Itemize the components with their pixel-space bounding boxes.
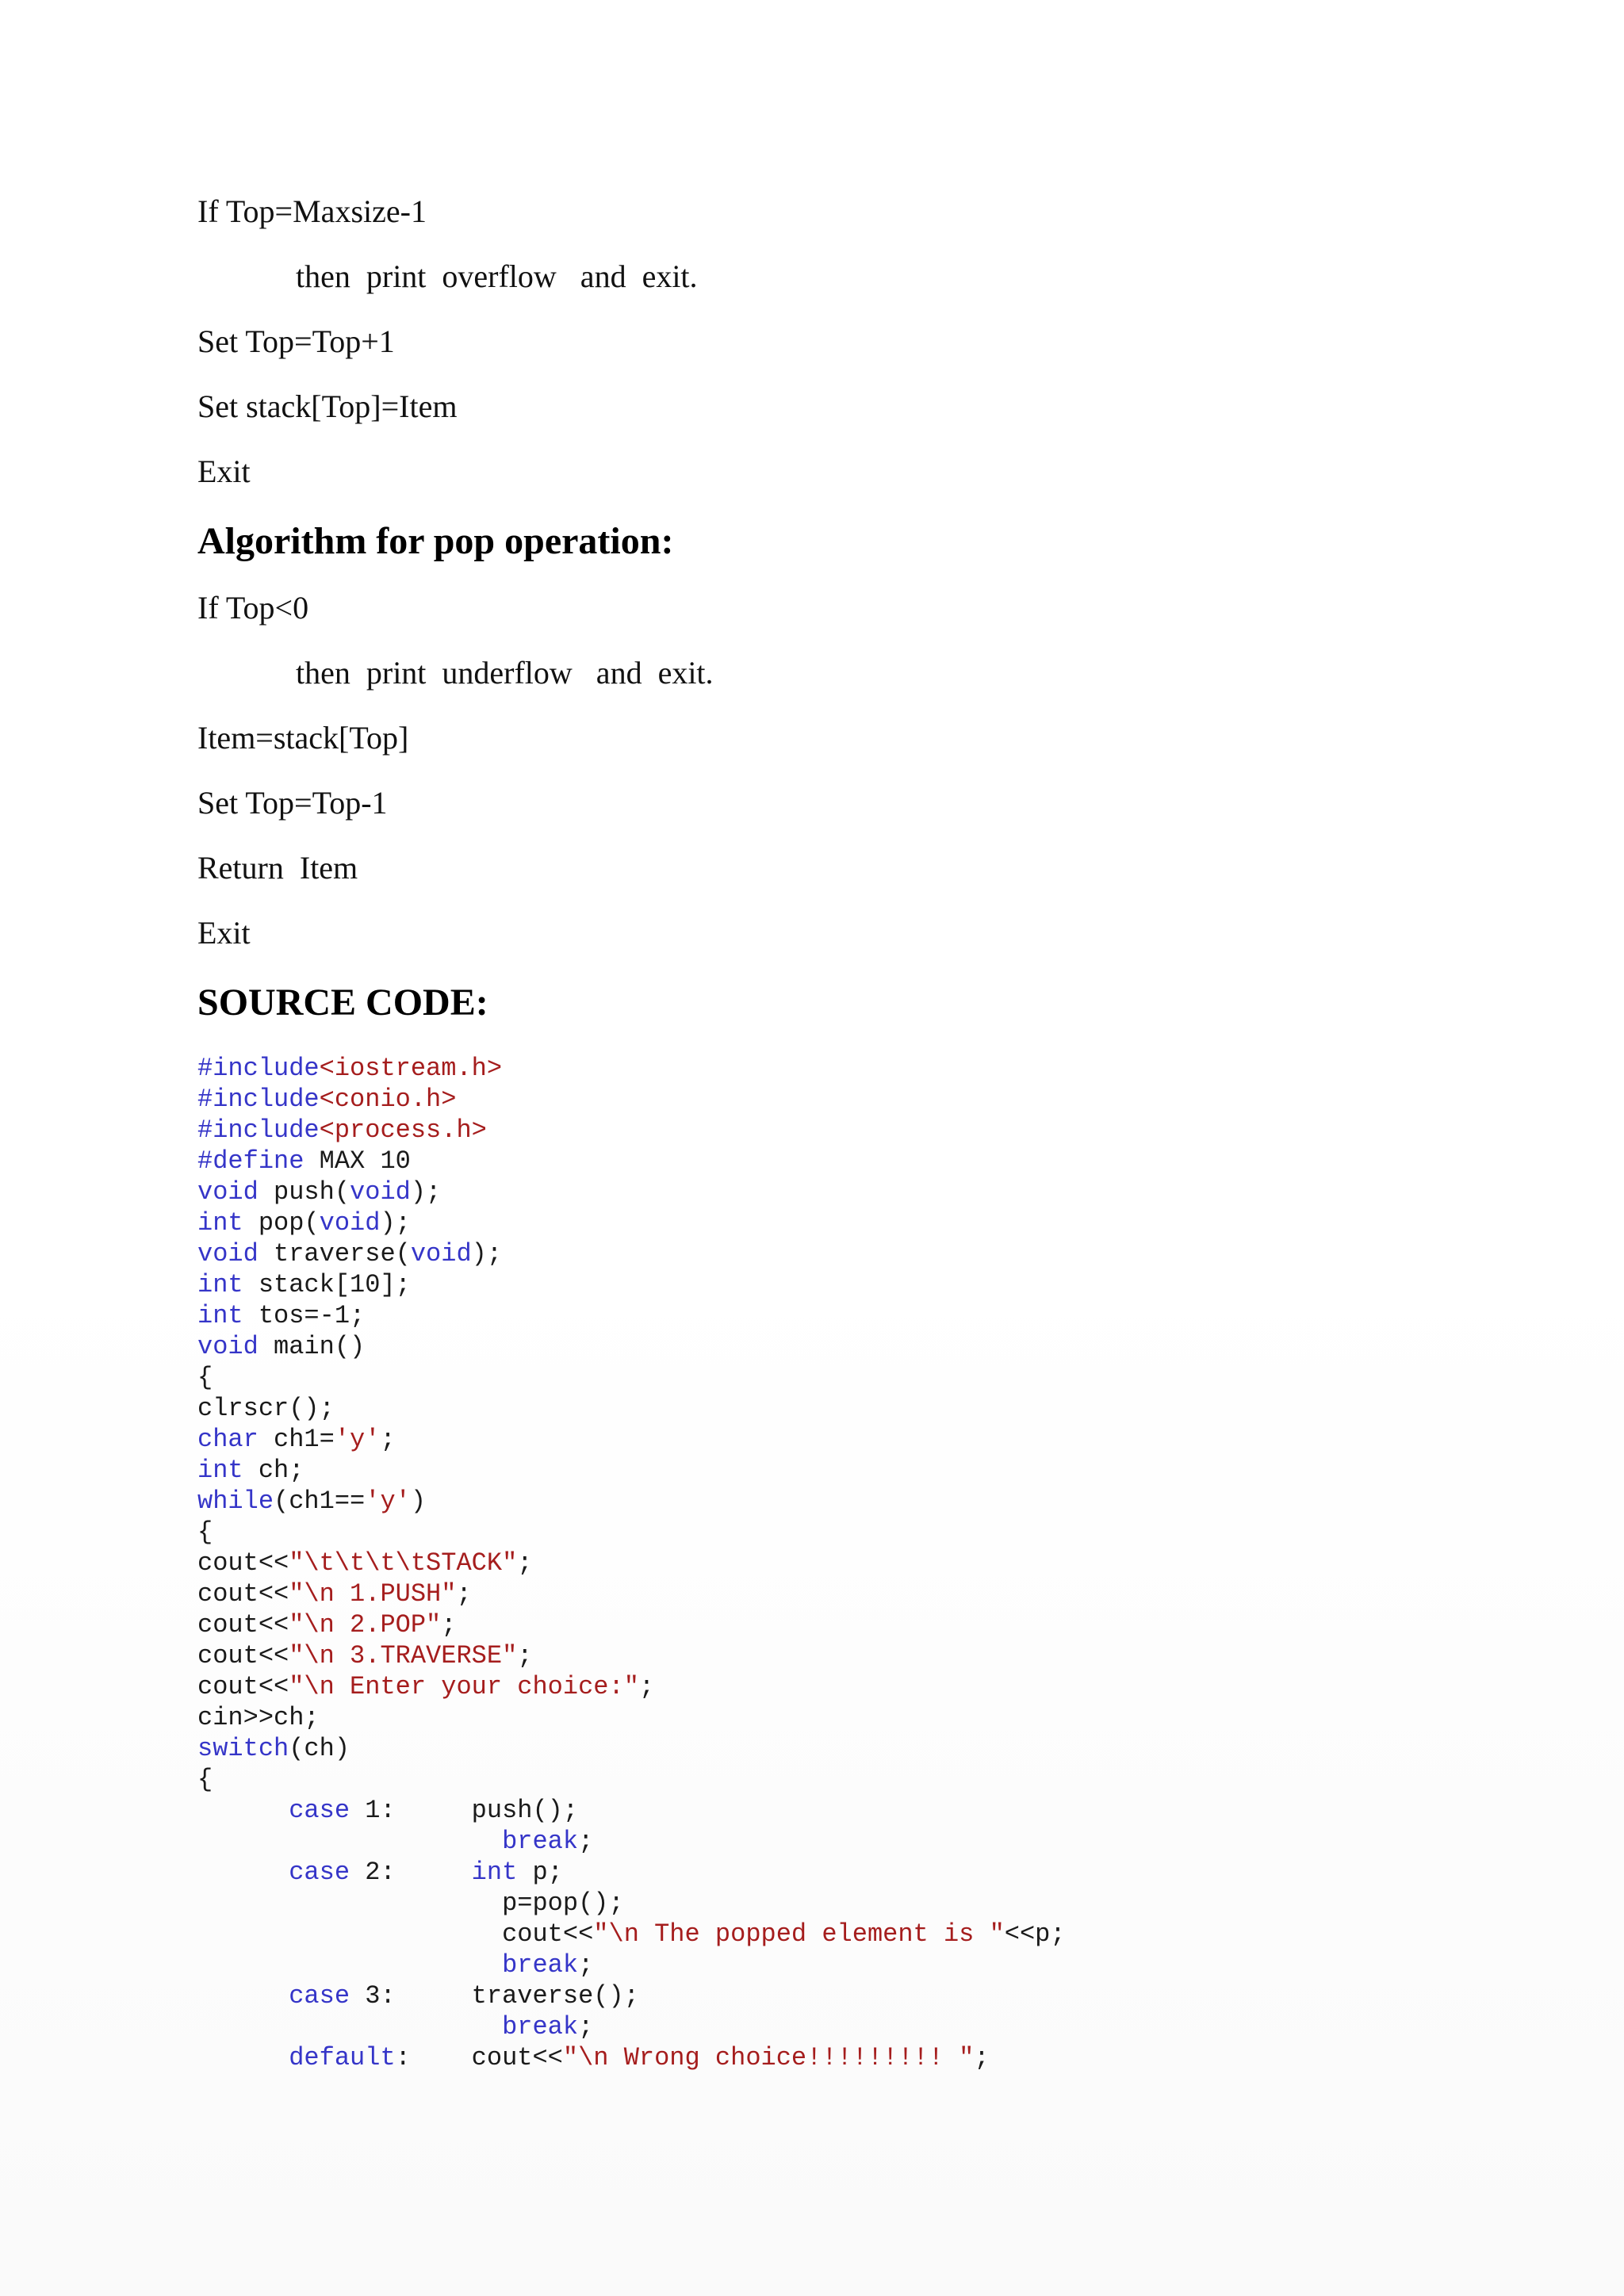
- code-text: ;: [974, 2043, 990, 2072]
- code-string: <iostream.h>: [319, 1054, 503, 1083]
- code-text: 2:: [350, 1858, 472, 1887]
- code-string: "\n 3.TRAVERSE": [289, 1641, 518, 1670]
- code-indent: [197, 2043, 289, 2072]
- code-text: ;: [578, 1950, 594, 1980]
- code-line: [197, 1578, 1066, 1609]
- code-text: cout<<: [197, 1548, 289, 1578]
- code-line: [197, 1269, 1066, 1300]
- code-text: main(): [258, 1332, 366, 1361]
- code-text: push(: [258, 1177, 350, 1207]
- code-text: cout<<: [197, 1579, 289, 1609]
- code-text: 1: push();: [350, 1796, 579, 1825]
- code-text: ;: [517, 1641, 533, 1670]
- code-string: "\n The popped element is ": [593, 1919, 1005, 1949]
- code-line: [197, 1671, 1066, 1702]
- code-string: "\n 2.POP": [289, 1610, 442, 1640]
- code-indent: [197, 2012, 502, 2042]
- pop-algo-line: Item=stack[Top]: [197, 720, 409, 756]
- code-line: [197, 1702, 1066, 1733]
- code-keyword: case: [289, 1796, 350, 1825]
- code-text: {: [197, 1517, 213, 1547]
- code-keyword: void: [319, 1208, 381, 1238]
- code-indent: [197, 1858, 289, 1887]
- code-keyword: void: [350, 1177, 411, 1207]
- code-text: ch;: [243, 1456, 304, 1485]
- source-code-heading: SOURCE CODE:: [197, 982, 488, 1024]
- code-keyword: break: [502, 1950, 579, 1980]
- code-line: [197, 1238, 1066, 1269]
- code-line: [197, 1177, 1066, 1207]
- code-line: [197, 1455, 1066, 1486]
- pop-algo-line: then print underflow and exit.: [296, 655, 714, 691]
- code-text: {: [197, 1765, 213, 1794]
- code-string: "\n Enter your choice:": [289, 1672, 639, 1701]
- code-line: [197, 1919, 1066, 1950]
- push-algo-line: then print overflow and exit.: [296, 258, 698, 294]
- code-line: [197, 1764, 1066, 1795]
- code-text: );: [471, 1239, 503, 1269]
- code-line: [197, 1826, 1066, 1857]
- push-algo-line: Exit: [197, 453, 251, 489]
- code-line: [197, 1362, 1066, 1393]
- code-text: ;: [441, 1610, 457, 1640]
- code-string: "\n 1.PUSH": [289, 1579, 457, 1609]
- code-text: ): [410, 1487, 427, 1516]
- code-text: <<p;: [1004, 1919, 1066, 1949]
- code-line: [197, 1424, 1066, 1455]
- code-text: p;: [517, 1858, 563, 1887]
- code-text: tos=-1;: [243, 1301, 366, 1330]
- code-keyword: void: [197, 1332, 259, 1361]
- pop-algo-line: Set Top=Top-1: [197, 785, 388, 821]
- code-text: ch1=: [258, 1425, 335, 1454]
- code-text: clrscr();: [197, 1394, 335, 1423]
- code-keyword: void: [197, 1239, 259, 1269]
- code-line: [197, 1393, 1066, 1424]
- code-text: cout<<: [197, 1610, 289, 1640]
- code-text: cout<<: [502, 1919, 594, 1949]
- code-line: [197, 1084, 1066, 1115]
- code-keyword: default: [289, 2043, 396, 2072]
- code-indent: [197, 1981, 289, 2011]
- code-text: );: [410, 1177, 442, 1207]
- push-algo-line: Set stack[Top]=Item: [197, 388, 458, 424]
- code-string: <conio.h>: [319, 1085, 457, 1114]
- code-text: (ch1==: [274, 1487, 366, 1516]
- code-line: [197, 1331, 1066, 1362]
- code-line: [197, 1795, 1066, 1826]
- code-keyword: #include: [197, 1115, 320, 1145]
- code-text: stack[10];: [243, 1270, 411, 1299]
- code-keyword: int: [197, 1208, 243, 1238]
- code-line: [197, 1300, 1066, 1331]
- code-line: [197, 1640, 1066, 1671]
- code-text: cout<<: [197, 1672, 289, 1701]
- code-keyword: case: [289, 1858, 350, 1887]
- code-text: pop(: [243, 1208, 320, 1238]
- code-text: traverse(: [258, 1239, 411, 1269]
- code-line: [197, 1857, 1066, 1888]
- code-line: [197, 1609, 1066, 1640]
- code-keyword: int: [197, 1456, 243, 1485]
- code-text: p=pop();: [502, 1888, 624, 1918]
- push-algo-line: If Top=Maxsize-1: [197, 193, 427, 229]
- code-line: [197, 1888, 1066, 1919]
- code-keyword: switch: [197, 1734, 289, 1763]
- code-keyword: #define: [197, 1146, 304, 1176]
- code-line: [197, 1207, 1066, 1238]
- code-keyword: #include: [197, 1054, 320, 1083]
- code-text: 3: traverse();: [350, 1981, 639, 2011]
- code-text: cin>>ch;: [197, 1703, 320, 1732]
- code-text: (ch): [289, 1734, 350, 1763]
- code-text: ;: [638, 1672, 655, 1701]
- code-keyword: void: [410, 1239, 472, 1269]
- code-text: cout<<: [197, 1641, 289, 1670]
- code-line: [197, 1146, 1066, 1177]
- code-indent: [197, 1888, 502, 1918]
- code-text: );: [380, 1208, 411, 1238]
- code-keyword: break: [502, 1827, 579, 1856]
- code-indent: [197, 1796, 289, 1825]
- code-line: [197, 1053, 1066, 1084]
- code-keyword: case: [289, 1981, 350, 2011]
- code-line: [197, 1517, 1066, 1548]
- code-line: [197, 1950, 1066, 1980]
- code-text: ;: [578, 2012, 594, 2042]
- code-string: 'y': [334, 1425, 381, 1454]
- code-string: "\n Wrong choice!!!!!!!!! ": [562, 2043, 975, 2072]
- pop-algo-line: If Top<0: [197, 590, 309, 626]
- code-text: : cout<<: [395, 2043, 563, 2072]
- code-text: ;: [517, 1548, 533, 1578]
- code-string: "\t\t\t\tSTACK": [289, 1548, 518, 1578]
- code-text: {: [197, 1363, 213, 1392]
- code-keyword: int: [197, 1301, 243, 1330]
- pop-algo-line: Exit: [197, 915, 251, 951]
- source-code-block: [197, 1053, 1066, 2073]
- code-text: ;: [456, 1579, 472, 1609]
- code-line: [197, 1980, 1066, 2011]
- code-keyword: int: [471, 1858, 518, 1887]
- code-line: [197, 1548, 1066, 1578]
- code-indent: [197, 1827, 502, 1856]
- code-keyword: char: [197, 1425, 259, 1454]
- push-algo-line: Set Top=Top+1: [197, 323, 395, 359]
- code-line: [197, 1115, 1066, 1146]
- code-line: [197, 1733, 1066, 1764]
- code-text: ;: [380, 1425, 396, 1454]
- code-line: [197, 2011, 1066, 2042]
- code-keyword: int: [197, 1270, 243, 1299]
- code-line: [197, 1486, 1066, 1517]
- pop-algorithm-heading: Algorithm for pop operation:: [197, 520, 674, 562]
- code-text: ;: [578, 1827, 594, 1856]
- code-keyword: #include: [197, 1085, 320, 1114]
- pop-algo-line: Return Item: [197, 850, 358, 886]
- code-string: 'y': [365, 1487, 411, 1516]
- code-line: [197, 2042, 1066, 2073]
- code-keyword: break: [502, 2012, 579, 2042]
- code-indent: [197, 1950, 502, 1980]
- code-keyword: void: [197, 1177, 259, 1207]
- code-keyword: while: [197, 1487, 274, 1516]
- code-string: <process.h>: [319, 1115, 487, 1145]
- code-indent: [197, 1919, 502, 1949]
- code-text: MAX 10: [304, 1146, 411, 1176]
